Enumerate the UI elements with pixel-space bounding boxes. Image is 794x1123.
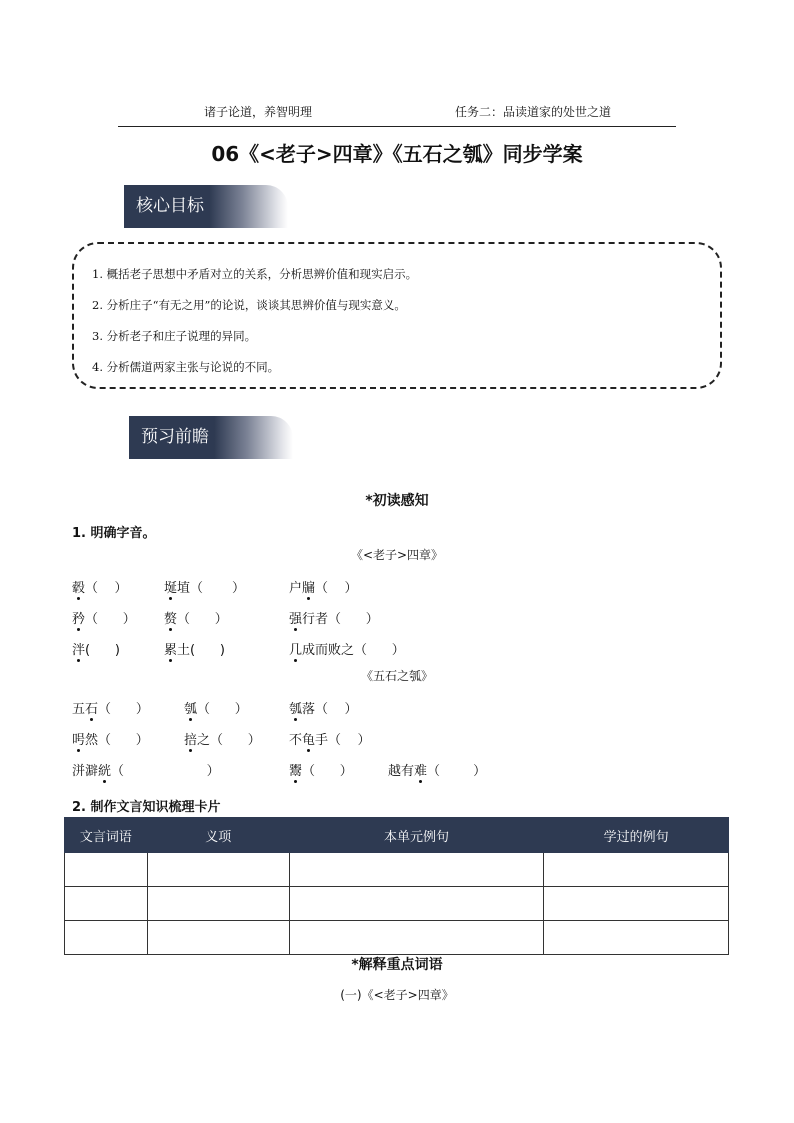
section-banner-goals: 核心目标 <box>124 185 288 228</box>
dotted-character: 泮 <box>72 639 85 658</box>
answer-blank[interactable]: 土( ) <box>177 643 225 658</box>
pronunciation-item <box>289 608 379 627</box>
dotted-character: 瓠 <box>289 698 302 717</box>
dotted-character: 瓠 <box>184 698 197 717</box>
explain-subheading: (一)《<老子>四章》 <box>340 988 454 1002</box>
answer-blank[interactable]: （ ） <box>85 612 136 627</box>
table-cell[interactable] <box>289 887 544 921</box>
answer-blank[interactable]: 行者（ ） <box>302 612 379 627</box>
answer-blank[interactable]: （ ） <box>315 581 358 596</box>
table-row <box>65 887 729 921</box>
goal-item-1: 1. 概括老子思想中矛盾对立的关系，分析思辨价值和现实启示。 <box>92 267 418 281</box>
question-2-label: 2. 制作文言知识梳理卡片 <box>72 800 221 815</box>
answer-blank[interactable]: 之（ ） <box>197 733 261 748</box>
pronunciation-item <box>164 608 228 627</box>
explain-heading: *解释重点词语 <box>351 957 443 973</box>
dotted-character: 石 <box>85 698 98 717</box>
pronunciation-item <box>289 698 358 717</box>
reading-heading: *初读感知 <box>365 493 429 509</box>
table-cell[interactable] <box>65 921 148 955</box>
answer-blank[interactable]: 落（ ） <box>302 702 358 717</box>
answer-blank[interactable]: 成而败之（ ） <box>302 643 405 658</box>
dotted-character: 赘 <box>164 608 177 627</box>
answer-blank[interactable]: （ ） <box>197 702 248 717</box>
table-cell[interactable] <box>147 853 289 887</box>
pronunciation-item <box>72 729 149 748</box>
section-banner-preview: 预习前瞻 <box>129 416 293 459</box>
answer-blank[interactable]: （ ） <box>427 764 487 779</box>
answer-blank[interactable]: （ ） <box>85 581 128 596</box>
pronunciation-item <box>72 577 128 596</box>
word-prefix: 洴澼 <box>72 764 99 779</box>
table-cell[interactable] <box>65 887 148 921</box>
pronunciation-item <box>289 729 371 748</box>
table-cell[interactable] <box>65 853 148 887</box>
pronunciation-item <box>164 577 245 596</box>
table-cell[interactable] <box>544 921 729 955</box>
header-divider <box>118 126 676 127</box>
answer-blank[interactable]: （ ） <box>177 612 228 627</box>
table-header-cell: 文言词语 <box>65 818 148 853</box>
table-cell[interactable] <box>289 853 544 887</box>
dotted-character: 龟 <box>302 729 315 748</box>
table-header-cell: 义项 <box>147 818 289 853</box>
answer-blank[interactable]: 然（ ） <box>85 733 149 748</box>
laozi-subheading: 《<老子>四章》 <box>350 548 444 562</box>
goal-item-4: 4. 分析儒道两家主张与论说的不同。 <box>92 360 280 374</box>
pronunciation-item <box>72 760 220 779</box>
goal-item-2: 2. 分析庄子“有无之用”的论说，谈谈其思辨价值与现实意义。 <box>92 298 406 312</box>
pronunciation-item <box>184 729 261 748</box>
word-prefix: 户 <box>289 581 303 596</box>
table-cell[interactable] <box>147 921 289 955</box>
page-title: 06《<老子>四章》《五石之瓠》同步学案 <box>211 142 583 166</box>
dotted-character: 鬻 <box>289 760 302 779</box>
header-left-text: 诸子论道，养智明理 <box>204 105 313 119</box>
pronunciation-item <box>388 760 486 779</box>
dotted-character: 难 <box>414 760 427 779</box>
goal-item-3: 3. 分析老子和庄子说理的异同。 <box>92 329 257 343</box>
dotted-character: 毂 <box>72 577 85 596</box>
dotted-character: 呺 <box>72 729 85 748</box>
pronunciation-item <box>72 639 120 658</box>
table-header-cell: 学过的例句 <box>544 818 729 853</box>
word-prefix: 越有 <box>388 764 415 779</box>
answer-blank[interactable]: （ ） <box>302 764 353 779</box>
pronunciation-item <box>289 577 358 596</box>
dotted-character: 牖 <box>302 577 315 596</box>
knowledge-card-table <box>64 817 729 955</box>
dotted-character: 强 <box>289 608 302 627</box>
table-cell[interactable] <box>147 887 289 921</box>
table-cell[interactable] <box>289 921 544 955</box>
goals-box <box>72 242 722 389</box>
table-header-row <box>65 818 729 853</box>
word-prefix: 不 <box>289 733 303 748</box>
pronunciation-item <box>184 698 248 717</box>
pronunciation-item <box>164 639 225 658</box>
dotted-character: 几 <box>289 639 302 658</box>
word-prefix: 五 <box>72 702 86 717</box>
pronunciation-item <box>289 639 405 658</box>
dotted-character: 絖 <box>98 760 111 779</box>
answer-blank[interactable]: （ ） <box>98 702 149 717</box>
header-right-text: 任务二：品读道家的处世之道 <box>455 105 612 119</box>
dotted-character: 埏 <box>164 577 177 596</box>
table-header-cell: 本单元例句 <box>289 818 544 853</box>
answer-blank[interactable]: 手（ ） <box>315 733 371 748</box>
dotted-character: 累 <box>164 639 177 658</box>
answer-blank[interactable]: 埴（ ） <box>177 581 245 596</box>
table-row <box>65 921 729 955</box>
answer-blank[interactable]: （ ） <box>111 764 220 779</box>
dotted-character: 矜 <box>72 608 85 627</box>
pronunciation-item <box>289 760 353 779</box>
dotted-character: 掊 <box>184 729 197 748</box>
table-cell[interactable] <box>544 853 729 887</box>
question-1-label: 1. 明确字音。 <box>72 526 156 541</box>
pronunciation-item <box>72 608 136 627</box>
table-cell[interactable] <box>544 887 729 921</box>
wushi-subheading: 《五石之瓠》 <box>360 669 433 683</box>
answer-blank[interactable]: ( ) <box>85 643 120 658</box>
table-row <box>65 853 729 887</box>
pronunciation-item <box>72 698 149 717</box>
